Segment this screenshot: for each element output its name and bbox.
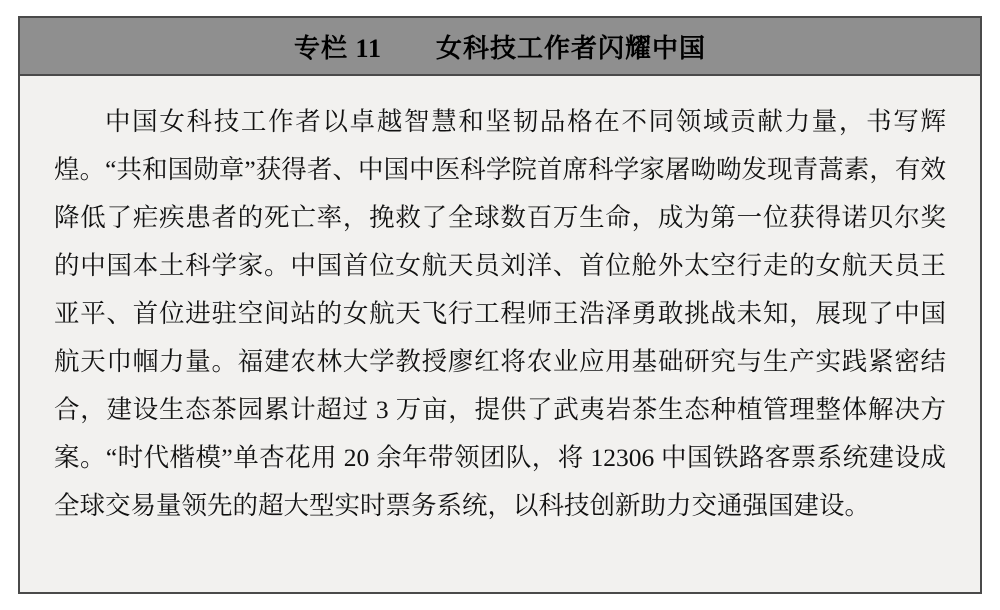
callout-body <box>20 76 980 592</box>
callout-paragraph: 中国女科技工作者以卓越智慧和坚韧品格在不同领域贡献力量，书写辉煌。“共和国勋章”获得者、中国中医科学院首席科学家屠呦呦发现青蒿素，有效降低了疟疾患者的死亡率，挽救了全球数百万生命，成为第一位获得诺贝尔奖的中国本土科学家。中国首位女航天员刘洋、首位舱外太空行走的女航天员王亚平、首位进驻空间站的女航天飞行工程师王浩泽勇敢挑战未知，展现了中国航天巾帼力量。福建农林大学教授廖红将农业应用基础研究与生产实践紧密结合，建设生态茶园累计超过 3 万亩，提供了武夷岩茶生态种植管理整体解决方案。“时代楷模”单杏花用 20 余年带领团队，将 12306 中国铁路客票系统建设成全球交易量领先的超大型实时票务系统，以科技创新助力交通强国建设。 <box>54 107 946 520</box>
callout-title: 专栏 11 女科技工作者闪耀中国 <box>293 33 707 63</box>
callout-header <box>20 18 980 76</box>
callout-box <box>18 16 982 594</box>
